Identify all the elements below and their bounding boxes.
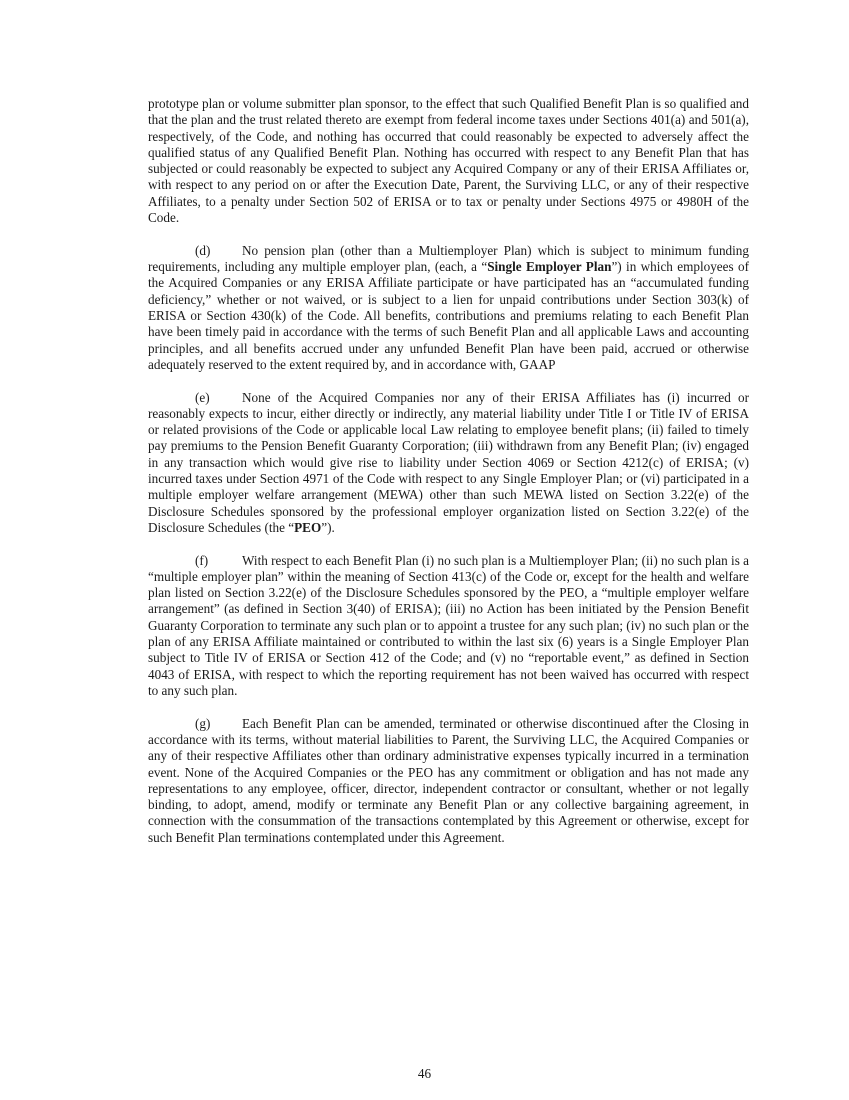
paragraph-g-marker: (g) [195, 715, 211, 731]
defined-term-peo: PEO [294, 519, 322, 535]
defined-term-single-employer-plan: Single Employer Plan [487, 259, 612, 275]
paragraph-e [148, 390, 749, 537]
paragraph-f-marker: (f) [195, 552, 209, 568]
paragraph-d [148, 243, 749, 373]
paragraph-d-marker: (d) [195, 242, 211, 258]
paragraph-d-text-start: No pension plan (other than a Multiemployer Plan) which is subject to minimum funding requirements, including any multiple employer plan, (each, a “ [148, 242, 749, 275]
paragraph-e-marker: (e) [195, 389, 210, 405]
paragraph-e-text-start: None of the Acquired Companies nor any of their ERISA Affiliates has (i) incurred or reasonably expects to incur, either directly or indirectly, any material liability under Title I or Title IV of ERISA or related provisions of the Code or applicable local Law relating to employee benefit plans; (ii) failed to timely pay premiums to the Pension Benefit Guaranty Corporation; (iii) withdrawn from any Benefit Plan; (iv) engaged in any transaction which would give rise to liability under Section 4069 or Section 4212(c) of ERISA; (v) incurred taxes under Section 4971 of the Code with respect to any Single Employer Plan; or (vi) participated in a multiple employer welfare arrangement (MEWA) other than such MEWA listed on Section 3.22(e) of the Disclosure Schedules sponsored by the professional employer organization listed on Section 3.22(e) of the Disclosure Schedules (the “ [148, 389, 749, 535]
document-body [148, 96, 749, 846]
paragraph-d-text-end: ”) in which employees of the Acquired Companies or any ERISA Affiliate participate or have participated has an “accumulated funding deficiency,” whether or not waived, or is subject to a lien for unpaid contributions under Section 303(k) of ERISA or Section 430(k) of the Code. All benefits, contributions and premiums relating to each Benefit Plan have been timely paid in accordance with the terms of such Benefit Plan and all applicable Laws and accounting principles, and all benefits accrued under any unfunded Benefit Plan have been paid, accrued or otherwise adequately reserved to the extent required by, and in accordance with, GAAP [148, 259, 749, 372]
page-number: 46 [417, 1066, 432, 1081]
paragraph-g-text: Each Benefit Plan can be amended, terminated or otherwise discontinued after the Closing in accordance with its terms, without material liabilities to Parent, the Surviving LLC, the Acquired Companies or any of their respective Affiliates other than ordinary administrative expenses typically incurred in a termination event. None of the Acquired Companies or the PEO has any commitment or obligation and has not made any representations to any employee, officer, director, independent contractor or consultant, whether or not legally binding, to adopt, amend, modify or terminate any Benefit Plan or any collective bargaining agreement, in connection with the consummation of the transactions contemplated by this Agreement or otherwise, except for such Benefit Plan terminations contemplated under this Agreement. [148, 715, 749, 845]
paragraph-f [148, 553, 749, 700]
paragraph-f-text: With respect to each Benefit Plan (i) no such plan is a Multiemployer Plan; (ii) no such plan is a “multiple employer plan” within the meaning of Section 413(c) of the Code or, except for the health and welfare plan listed on Section 3.22(e) of the Disclosure Schedules sponsored by the PEO, a “multiple employer welfare arrangement” (as defined in Section 3(40) of ERISA); (iii) no Action has been initiated by the Pension Benefit Guaranty Corporation to terminate any such plan or to appoint a trustee for any such plan; (iv) no such plan or the plan of any ERISA Affiliate maintained or contributed to within the last six (6) years is a Single Employer Plan subject to Title IV of ERISA or Section 412 of the Code; and (v) no “reportable event,” as defined in Section 4043 of ERISA, with respect to which the reporting requirement has not been waived has occurred with respect to any such plan. [148, 552, 749, 698]
paragraph-g [148, 716, 749, 846]
paragraph-e-text-end: ”). [321, 519, 335, 535]
paragraph-continuation: prototype plan or volume submitter plan sponsor, to the effect that such Qualified Benefit Plan is so qualified and that the plan and the trust related thereto are exempt from federal income taxes under Sections 401(a) and 501(a), respectively, of the Code, and nothing has occurred that could reasonably be expected to adversely affect the qualified status of any Qualified Benefit Plan. Nothing has occurred with respect to any Benefit Plan that has subjected or could reasonably be expected to subject any Acquired Company or any of their ERISA Affiliates or, with respect to any period on or after the Execution Date, Parent, the Surviving LLC, or any of their respective Affiliates, to a penalty under Section 502 of ERISA or to tax or penalty under Sections 4975 or 4980H of the Code. [148, 96, 749, 226]
